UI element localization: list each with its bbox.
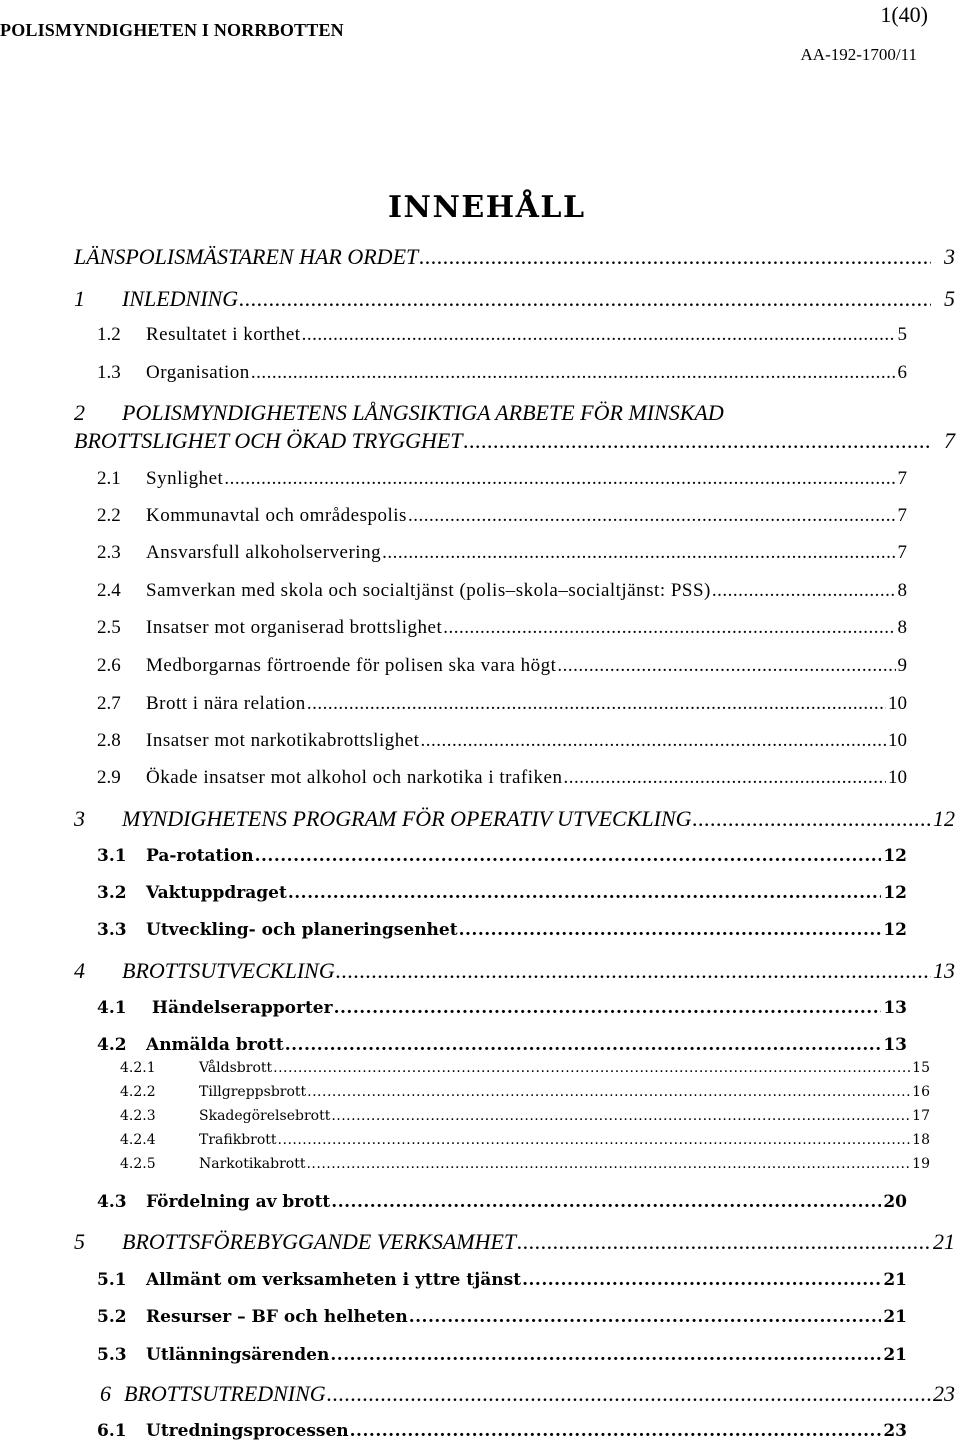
- toc-entry-text: LÄNSPOLISMÄSTAREN HAR ORDET: [74, 244, 419, 269]
- toc-entry-text: Utlänningsärenden: [146, 1345, 330, 1365]
- toc-leader: [285, 1035, 882, 1055]
- toc-entry-text: Resultatet i korthet: [146, 324, 301, 345]
- toc-entry[interactable]: [74, 286, 955, 312]
- toc-entry-number: 2: [74, 400, 85, 425]
- toc-entry[interactable]: [120, 1060, 930, 1076]
- toc-entry[interactable]: [97, 362, 907, 384]
- toc-entry-page: 7: [944, 428, 955, 453]
- toc-leader: [443, 617, 895, 639]
- toc-entry-text: MYNDIGHETENS PROGRAM FÖR OPERATIV UTVECKLING: [122, 806, 692, 831]
- toc-leader: [419, 244, 931, 270]
- toc-entry-number: 2.1: [97, 468, 121, 489]
- toc-entry-number: 3: [74, 806, 85, 831]
- toc-entry-number: 4.2.1: [120, 1060, 156, 1076]
- toc-entry[interactable]: [97, 1307, 907, 1327]
- toc-entry-page: 10: [888, 730, 907, 751]
- toc-leader: [278, 1132, 911, 1148]
- toc-entry-number: 2.6: [97, 655, 121, 676]
- toc-entry-page: 18: [912, 1132, 930, 1148]
- toc-entry-text: Utredningsprocessen: [146, 1421, 349, 1441]
- toc-entry-page: 7: [897, 542, 907, 563]
- toc-leader: [557, 655, 895, 677]
- toc-entry[interactable]: [97, 1421, 907, 1441]
- toc-entry-page: 23: [883, 1421, 907, 1441]
- toc-entry-text: Synlighet: [146, 468, 224, 489]
- toc-entry-page: 12: [883, 883, 907, 903]
- toc-leader: [334, 998, 882, 1018]
- toc-leader: [693, 806, 931, 832]
- toc-entry-page: 12: [883, 846, 907, 866]
- toc-leader: [517, 1229, 931, 1255]
- toc-entry-text: Pa-rotation: [146, 846, 254, 866]
- toc-leader: [306, 1156, 910, 1172]
- toc-entry-text: Utveckling- och planeringsenhet: [146, 920, 458, 940]
- toc-entry[interactable]: [97, 505, 907, 527]
- toc-entry-text: Brott i nära relation: [146, 693, 306, 714]
- toc-entry[interactable]: [97, 1035, 907, 1055]
- toc-entry-text: INLEDNING: [122, 286, 239, 311]
- toc-entry-number: 2.3: [97, 542, 121, 563]
- toc-entry-page: 5: [897, 324, 907, 345]
- toc-entry-number: 5.2: [97, 1307, 127, 1327]
- toc-entry-page: 16: [912, 1084, 930, 1100]
- toc-entry-number: 2.9: [97, 767, 121, 788]
- toc-leader: [409, 1307, 882, 1327]
- toc-entry[interactable]: [100, 1381, 955, 1407]
- toc-entry-number: 2.5: [97, 617, 121, 638]
- header-organization: POLISMYNDIGHETEN I NORRBOTTEN: [0, 20, 344, 40]
- toc-leader: [522, 1270, 881, 1290]
- toc-leader: [307, 693, 886, 715]
- toc-entry-text: Resurser – BF och helheten: [146, 1307, 408, 1327]
- header-reference: AA-192-1700/11: [800, 45, 917, 64]
- toc-entry-first-line[interactable]: [74, 400, 724, 426]
- toc-entry-text: Ökade insatser mot alkohol och narkotika i trafiken: [146, 767, 563, 788]
- toc-title: INNEHÅLL: [388, 190, 586, 225]
- toc-entry-page: 9: [897, 655, 907, 676]
- toc-entry[interactable]: [97, 617, 907, 639]
- toc-entry[interactable]: [74, 958, 955, 984]
- toc-entry-text: BROTTSFÖREBYGGANDE VERKSAMHET: [122, 1229, 517, 1254]
- toc-entry-number: 5.3: [97, 1345, 127, 1365]
- toc-entry[interactable]: [97, 468, 907, 490]
- toc-entry[interactable]: [120, 1156, 930, 1172]
- toc-entry-page: 10: [888, 767, 907, 788]
- toc-entry-text: Vaktuppdraget: [146, 883, 287, 903]
- toc-entry-text: Anmälda brott: [146, 1035, 284, 1055]
- toc-entry-page: 23: [933, 1381, 955, 1406]
- toc-entry[interactable]: [74, 806, 955, 832]
- header-page-number: 1(40): [880, 2, 928, 27]
- toc-entry-number: 1.3: [97, 362, 121, 383]
- toc-entry-text: BROTTSUTREDNING: [124, 1381, 326, 1406]
- toc-entry-text: POLISMYNDIGHETENS LÅNGSIKTIGA ARBETE FÖR MINSKAD: [122, 400, 724, 425]
- toc-entry[interactable]: [97, 767, 907, 789]
- toc-entry-page: 21: [883, 1345, 907, 1365]
- toc-entry[interactable]: [97, 1270, 907, 1290]
- toc-entry-page: 8: [897, 617, 907, 638]
- toc-leader: [712, 580, 896, 602]
- toc-entry-page: 7: [897, 468, 907, 489]
- toc-entry-number: 1: [74, 286, 85, 311]
- toc-entry-text: Samverkan med skola och socialtjänst (polis–skola–socialtjänst: PSS): [146, 580, 711, 601]
- toc-leader: [563, 767, 886, 789]
- toc-entry-number: 4.2.2: [120, 1084, 156, 1100]
- toc-entry-text-continued: BROTTSLIGHET OCH ÖKAD TRYGGHET: [74, 428, 463, 453]
- toc-entry-text: Fördelning av brott: [146, 1192, 331, 1212]
- toc-entry-page: 17: [912, 1108, 930, 1124]
- toc-leader: [288, 883, 882, 903]
- toc-entry-page: 13: [883, 1035, 907, 1055]
- toc-entry-page: 21: [883, 1307, 907, 1327]
- toc-entry-page: 13: [933, 958, 955, 983]
- toc-entry-text: Narkotikabrott: [199, 1156, 306, 1172]
- toc-entry[interactable]: [97, 730, 907, 752]
- toc-leader: [331, 1192, 881, 1212]
- toc-leader: [459, 920, 882, 940]
- toc-entry-number: 4.3: [97, 1192, 127, 1212]
- toc-leader: [224, 468, 895, 490]
- toc-entry[interactable]: [74, 428, 955, 454]
- toc-entry-page: 13: [883, 998, 907, 1018]
- toc-entry[interactable]: [97, 1345, 907, 1365]
- toc-entry[interactable]: [97, 920, 907, 940]
- toc-entry-number: 3.1: [97, 846, 127, 866]
- toc-entry-text: Allmänt om verksamheten i yttre tjänst: [146, 1270, 522, 1290]
- toc-entry-page: 19: [912, 1156, 930, 1172]
- toc-entry-number: 4.2.3: [120, 1108, 156, 1124]
- toc-entry[interactable]: [120, 1084, 930, 1100]
- toc-entry-page: 12: [933, 806, 955, 831]
- toc-entry-number: 2.4: [97, 580, 121, 601]
- toc-leader: [330, 1345, 881, 1365]
- toc-entry-page: 6: [897, 362, 907, 383]
- toc-entry-page: 8: [897, 580, 907, 601]
- toc-entry-page: 7: [897, 505, 907, 526]
- toc-entry-number: 4.2: [97, 1035, 127, 1055]
- toc-entry-number: 3.2: [97, 883, 127, 903]
- toc-entry-text: Tillgreppsbrott: [199, 1084, 307, 1100]
- toc-entry[interactable]: [120, 1108, 930, 1124]
- toc-entry-text: BROTTSUTVECKLING: [122, 958, 335, 983]
- toc-entry-page: 21: [933, 1229, 955, 1254]
- toc-leader: [255, 846, 882, 866]
- toc-entry-number: 1.2: [97, 324, 121, 345]
- toc-leader: [382, 542, 895, 564]
- toc-entry-number: 4.2.4: [120, 1132, 156, 1148]
- toc-entry-text: Kommunavtal och områdespolis: [146, 505, 407, 526]
- toc-entry-page: 15: [912, 1060, 930, 1076]
- toc-entry-text: Organisation: [146, 362, 250, 383]
- toc-entry-page: 10: [888, 693, 907, 714]
- toc-entry-number: 3.3: [97, 920, 127, 940]
- toc-leader: [251, 362, 896, 384]
- toc-leader: [307, 1084, 910, 1100]
- toc-entry-number: 4.1: [97, 998, 127, 1018]
- toc-entry-text: Ansvarsfull alkoholservering: [146, 542, 382, 563]
- toc-entry-page: 20: [883, 1192, 907, 1212]
- toc-entry[interactable]: [97, 580, 907, 602]
- toc-entry-number: 5.1: [97, 1270, 127, 1290]
- toc-entry[interactable]: [97, 655, 907, 677]
- toc-entry[interactable]: [120, 1132, 930, 1148]
- toc-leader: [420, 730, 886, 752]
- toc-leader: [350, 1421, 882, 1441]
- toc-entry-number: 4.2.5: [120, 1156, 156, 1172]
- toc-entry[interactable]: [97, 1192, 907, 1212]
- toc-entry-number: 4: [74, 958, 85, 983]
- toc-entry[interactable]: [97, 883, 907, 903]
- toc-leader: [302, 324, 896, 346]
- toc-entry[interactable]: [97, 693, 907, 715]
- toc-entry-page: 3: [944, 244, 955, 269]
- toc-entry-page: 5: [944, 286, 955, 311]
- toc-leader: [336, 958, 931, 984]
- toc-entry-text: Trafikbrott: [199, 1132, 277, 1148]
- toc-leader: [408, 505, 896, 527]
- toc-entry-text: Händelserapporter: [146, 998, 333, 1018]
- toc-leader: [464, 428, 931, 454]
- toc-entry[interactable]: [74, 1229, 955, 1255]
- toc-entry[interactable]: [97, 998, 907, 1018]
- toc-entry-text: Insatser mot organiserad brottslighet: [146, 617, 443, 638]
- toc-leader: [239, 286, 931, 312]
- toc-entry-text: Insatser mot narkotikabrottslighet: [146, 730, 420, 751]
- toc-leader: [273, 1060, 910, 1076]
- toc-leader: [327, 1381, 931, 1407]
- toc-entry-page: 12: [883, 920, 907, 940]
- toc-entry[interactable]: [97, 542, 907, 564]
- toc-entry-number: 2.8: [97, 730, 121, 751]
- toc-entry[interactable]: [97, 846, 907, 866]
- toc-entry[interactable]: [74, 244, 955, 270]
- toc-entry-text: Medborgarnas förtroende för polisen ska vara högt: [146, 655, 557, 676]
- toc-entry-number: 6.1: [97, 1421, 127, 1441]
- toc-entry-number: 2.2: [97, 505, 121, 526]
- toc-entry-number: 6: [100, 1381, 111, 1406]
- toc-leader: [331, 1108, 910, 1124]
- toc-entry-text: Skadegörelsebrott: [199, 1108, 331, 1124]
- toc-entry-page: 21: [883, 1270, 907, 1290]
- toc-entry-number: 5: [74, 1229, 85, 1254]
- toc-entry-text: Våldsbrott: [199, 1060, 273, 1076]
- toc-entry-number: 2.7: [97, 693, 121, 714]
- toc-entry[interactable]: [97, 324, 907, 346]
